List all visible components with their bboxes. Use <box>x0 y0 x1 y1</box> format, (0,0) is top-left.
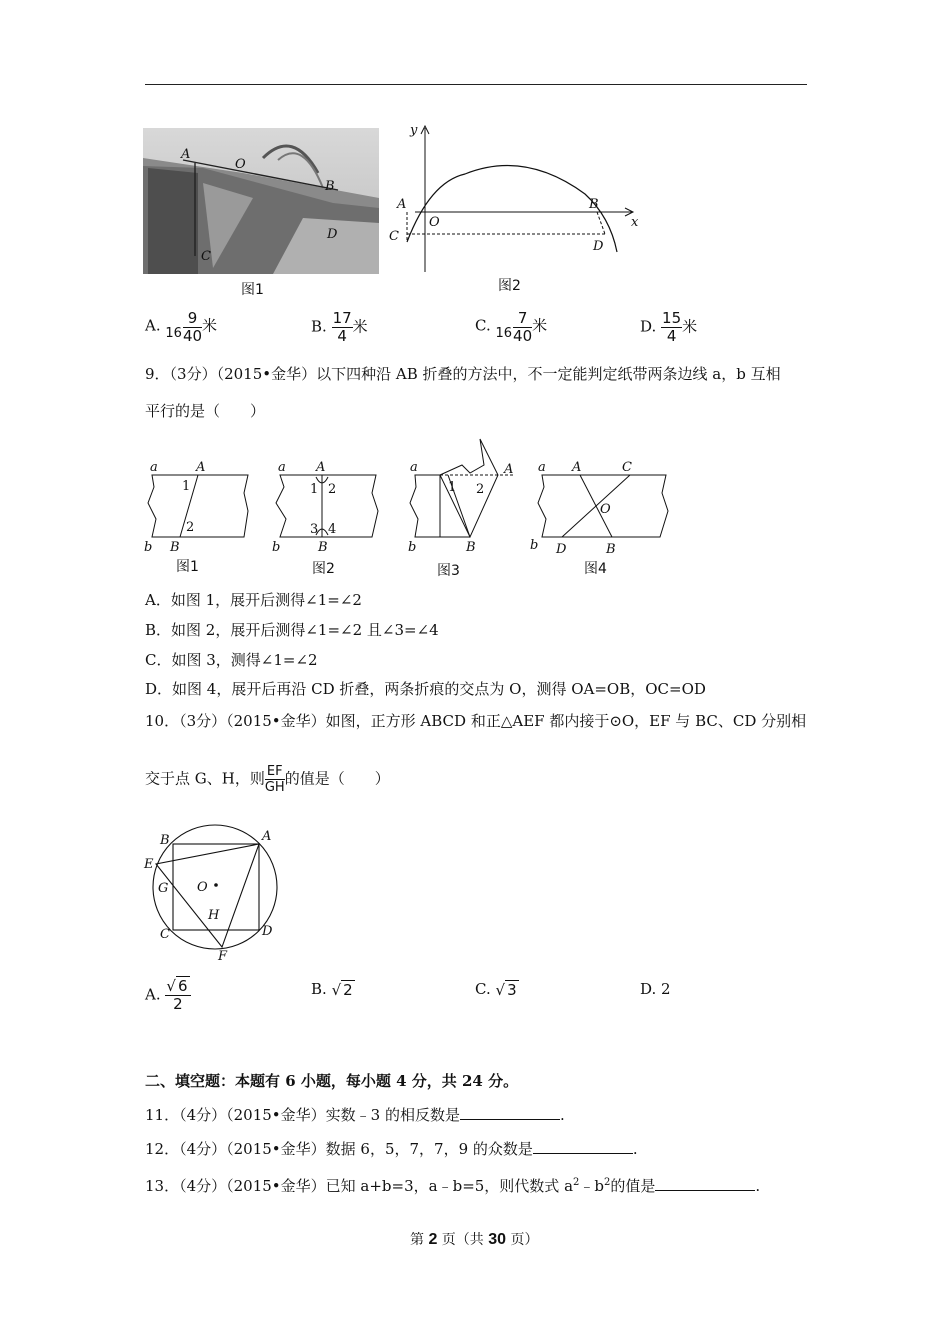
svg-text:2: 2 <box>186 520 195 535</box>
svg-text:C: C <box>622 460 632 475</box>
q9-fig2-caption: 图2 <box>312 561 335 577</box>
svg-text:b: b <box>144 540 153 555</box>
q8-option-b: B. $\frac{17}{4}$ 米 <box>311 309 368 345</box>
page-footer: 第 2 页（共 30 页） <box>410 1231 539 1248</box>
label-a: A <box>397 197 407 212</box>
photo-label-o: O <box>235 157 246 172</box>
parabola-graph <box>385 122 650 274</box>
svg-text:a: a <box>150 460 158 475</box>
svg-text:3: 3 <box>310 522 319 537</box>
fig2-caption: 图2 <box>498 278 521 294</box>
photo-label-c: C <box>201 249 211 264</box>
svg-text:O: O <box>600 502 611 517</box>
q13: 13．（4分）（2015•金华）已知 a+b=3，a﹣b=5，则代数式 $a^2﹣b^2$的值是 . <box>145 1177 761 1195</box>
q10-circle-figure <box>140 822 290 964</box>
q8-option-a: A. 16 $\frac{9}{40}$ 米 <box>145 309 218 345</box>
svg-text:2: 2 <box>328 482 337 497</box>
q9-option-c: C．如图 3，测得∠1=∠2 <box>145 651 318 669</box>
q9-stem-line1: 9．（3分）（2015•金华）以下四种沿 AB 折叠的方法中，不一定能判定纸带两条边线 a，b 互相 <box>145 365 781 383</box>
q11-answer-blank[interactable] <box>460 1104 560 1120</box>
q8-option-d: D. $\frac{15}{4}$ 米 <box>640 309 698 345</box>
svg-text:A: A <box>572 460 582 475</box>
label-d: D <box>593 239 604 254</box>
svg-text:B: B <box>170 540 180 555</box>
svg-text:C: C <box>160 927 170 942</box>
svg-text:B: B <box>160 833 170 848</box>
q10-stem-line1: 10．（3分）（2015•金华）如图，正方形 ABCD 和正△AEF 都内接于⊙O，EF 与 BC、CD 分别相 <box>145 712 807 730</box>
q9-option-b: B．如图 2，展开后测得∠1=∠2 且∠3=∠4 <box>145 621 439 639</box>
header-rule <box>145 84 807 85</box>
q9-stem-line2: 平行的是（ ） <box>145 402 266 420</box>
svg-text:B: B <box>318 540 328 555</box>
bridge-photo <box>143 128 379 274</box>
label-o: O <box>429 215 440 230</box>
photo-label-a: A <box>181 147 191 162</box>
svg-text:A: A <box>316 460 326 475</box>
q9-fig1-caption: 图1 <box>176 559 199 575</box>
svg-text:a: a <box>410 460 418 475</box>
svg-text:D: D <box>556 542 567 557</box>
q9-option-d: D．如图 4，展开后再沿 CD 折叠，两条折痕的交点为 O，测得 OA=OB，OC=OD <box>145 680 706 698</box>
q10-option-a: A. $\frac{√ 6}{2}$ <box>145 978 191 1013</box>
svg-text:a: a <box>538 460 546 475</box>
svg-text:G: G <box>158 881 169 896</box>
svg-text:F: F <box>218 949 228 964</box>
label-c: C <box>389 229 399 244</box>
q13-answer-blank[interactable] <box>655 1175 755 1191</box>
svg-text:A: A <box>262 829 272 844</box>
photo-label-b: B <box>325 179 335 194</box>
q9-fig3-caption: 图3 <box>437 563 460 579</box>
svg-text:A: A <box>504 462 514 477</box>
svg-text:2: 2 <box>476 482 485 497</box>
svg-text:b: b <box>272 540 281 555</box>
svg-text:O: O <box>197 880 208 895</box>
label-b: B <box>589 197 599 212</box>
q12: 12．（4分）（2015•金华）数据 6，5，7，7，9 的众数是 . <box>145 1140 638 1158</box>
q9-option-a: A．如图 1，展开后测得∠1=∠2 <box>145 591 362 609</box>
q9-fig4-caption: 图4 <box>584 561 607 577</box>
label-x: x <box>631 215 639 230</box>
svg-text:A: A <box>196 460 206 475</box>
q8-option-c: C. 16 $\frac{7}{40}$ 米 <box>475 309 548 345</box>
svg-text:a: a <box>278 460 286 475</box>
svg-text:b: b <box>530 538 539 553</box>
q10-stem-line2: 交于点 G、H，则 $\frac{EF}{GH}$ 的值是（ ） <box>145 764 390 795</box>
svg-text:B: B <box>606 542 616 557</box>
svg-text:B: B <box>466 540 476 555</box>
parabola-curve <box>407 166 617 252</box>
svg-text:1: 1 <box>310 482 319 497</box>
svg-text:1: 1 <box>448 480 457 495</box>
section2-heading: 二、填空题：本题有 6 小题，每小题 4 分，共 24 分。 <box>145 1072 519 1090</box>
svg-text:E: E <box>144 857 154 872</box>
svg-text:b: b <box>408 540 417 555</box>
fig1-caption: 图1 <box>241 282 264 298</box>
q10-option-d: D. 2 <box>640 980 671 998</box>
q10-option-c: C. √ 3 <box>475 980 517 999</box>
svg-text:D: D <box>262 924 273 939</box>
photo-label-d: D <box>327 227 338 242</box>
svg-text:H: H <box>208 908 220 923</box>
svg-text:4: 4 <box>328 522 337 537</box>
label-y: y <box>410 123 418 138</box>
q10-option-b: B. √ 2 <box>311 980 353 999</box>
q12-answer-blank[interactable] <box>533 1138 633 1154</box>
svg-text:1: 1 <box>182 479 191 494</box>
q11: 11．（4分）（2015•金华）实数﹣3 的相反数是 . <box>145 1106 565 1124</box>
